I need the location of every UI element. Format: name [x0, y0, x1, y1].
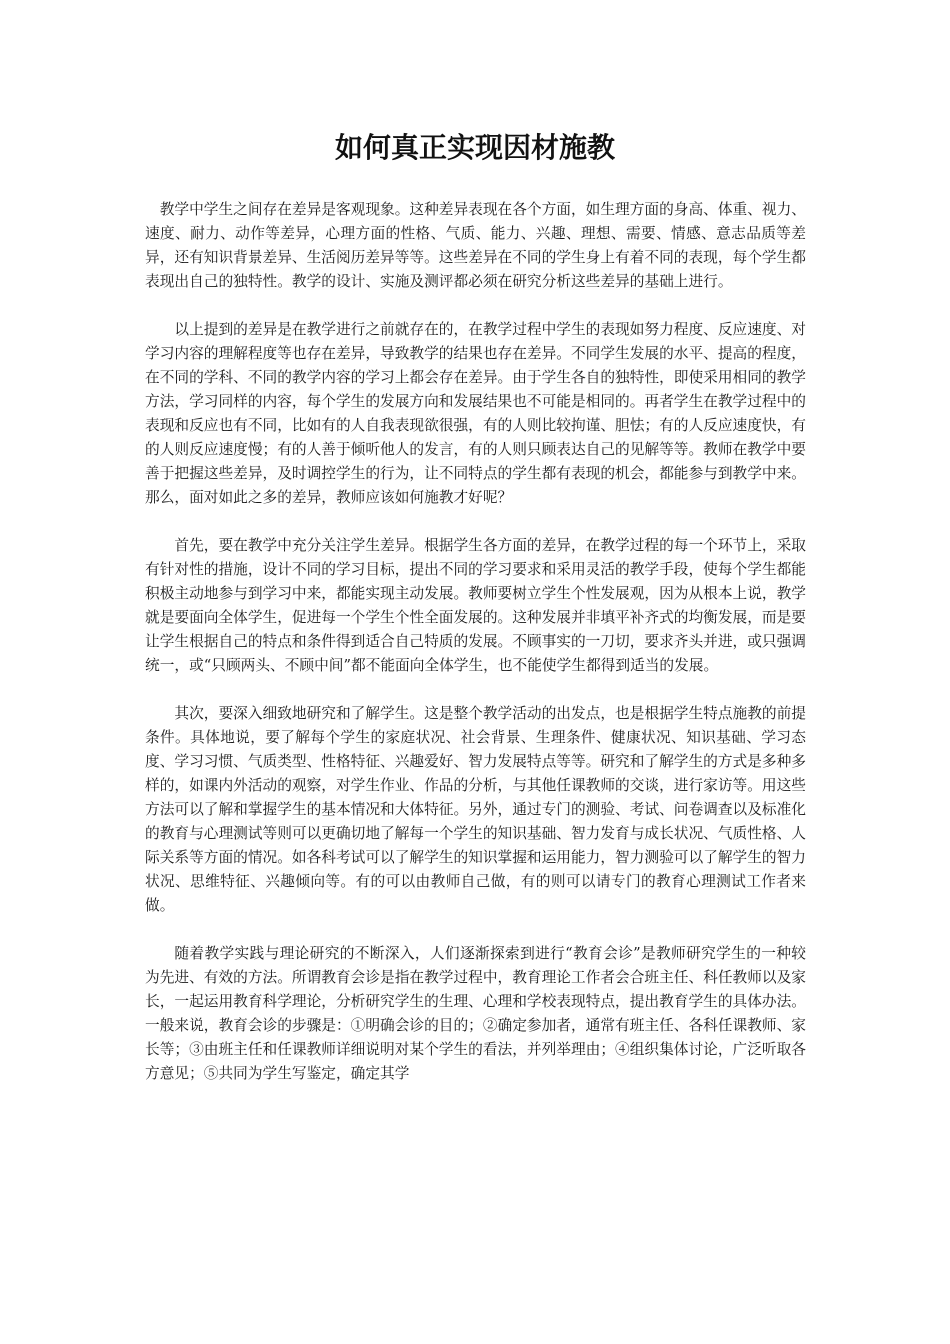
paragraph-4: 其次，要深入细致地研究和了解学生。这是整个教学活动的出发点，也是根据学生特点施教的前提条件。具体地说，要了解每个学生的家庭状况、社会背景、生理条件、健康状况、知识基础、学习态度、学习习惯、气质类型、性格特征、兴趣爱好、智力发展特点等等。研究和了解学生的方式是多种多样的，如课内外活动的观察，对学生作业、作品的分析，与其他任课教师的交谈，进行家访等。用这些方法可以了解和掌握学生的基本情况和大体特征。另外，通过专门的测验、考试、问卷调查以及标准化的教育与心理测试等则可以更确切地了解每一个学生的知识基础、智力发育与成长状况、气质性格、人际关系等方面的情况。如各科考试可以了解学生的知识掌握和运用能力，智力测验可以了解学生的智力状况、思维特征、兴趣倾向等。有的可以由教师自己做，有的则可以请专门的教育心理测试工作者来做。: [145, 705, 806, 914]
document-title: 如何真正实现因材施教: [334, 131, 615, 164]
paragraph-5: 随着教学实践与理论研究的不断深入，人们逐渐探索到进行“教育会诊”是教师研究学生的一种较为先进、有效的方法。所谓教育会诊是指在教学过程中，教育理论工作者会合班主任、科任教师以及家长，一起运用教育科学理论，分析研究学生的生理、心理和学校表现特点，提出教育学生的具体办法。一般来说，教育会诊的步骤是：①明确会诊的目的；②确定参加者，通常有班主任、各科任课教师、家长等；③由班主任和任课教师详细说明对某个学生的看法，并列举理由；④组织集体讨论，广泛听取各方意见；⑤共同为学生写鉴定，确定其学: [145, 945, 806, 1082]
paragraph-2: 以上提到的差异是在教学进行之前就存在的，在教学过程中学生的表现如努力程度、反应速度、对学习内容的理解程度等也存在差异，导致教学的结果也存在差异。不同学生发展的水平、提高的程度，在不同的学科、不同的教学内容的学习上都会存在差异。由于学生各自的独特性，即使采用相同的教学方法，学习同样的内容，每个学生的发展方向和发展结果也不可能是相同的。再者学生在教学过程中的表现和反应也有不同，比如有的人自我表现欲很强，有的人则比较拘谨、胆怯；有的人反应速度快，有的人则反应速度慢；有的人善于倾听他人的发言，有的人则只顾表达自己的见解等等。教师在教学中要善于把握这些差异，及时调控学生的行为，让不同特点的学生都有表现的机会，都能参与到教学中来。那么，面对如此之多的差异，教师应该如何施教才好呢？: [145, 321, 806, 506]
paragraph-3: 首先，要在教学中充分关注学生差异。根据学生各方面的差异，在教学过程的每一个环节上，采取有针对性的措施，设计不同的学习目标，提出不同的学习要求和采用灵活的教学手段，使每个学生都能积极主动地参与到学习中来，都能实现主动发展。教师要树立学生个性发展观，因为从根本上说，教学就是要面向全体学生，促进每一个学生个性全面发展的。这种发展并非填平补齐式的均衡发展，而是要让学生根据自己的特点和条件得到适合自己特质的发展。不顾事实的一刀切，要求齐头并进，或只强调统一，或“只顾两头、不顾中间”都不能面向全体学生，也不能使学生都得到适当的发展。: [145, 537, 806, 674]
document-body: [145, 198, 806, 1110]
paragraph-1: 教学中学生之间存在差异是客观现象。这种差异表现在各个方面，如生理方面的身高、体重、视力、速度、耐力、动作等差异，心理方面的性格、气质、能力、兴趣、理想、需要、情感、意志品质等差异，还有知识背景差异、生活阅历差异等等。这些差异在不同的学生身上有着不同的表现，每个学生都表现出自己的独特性。教学的设计、实施及测评都必须在研究分析这些差异的基础上进行。: [145, 201, 806, 290]
